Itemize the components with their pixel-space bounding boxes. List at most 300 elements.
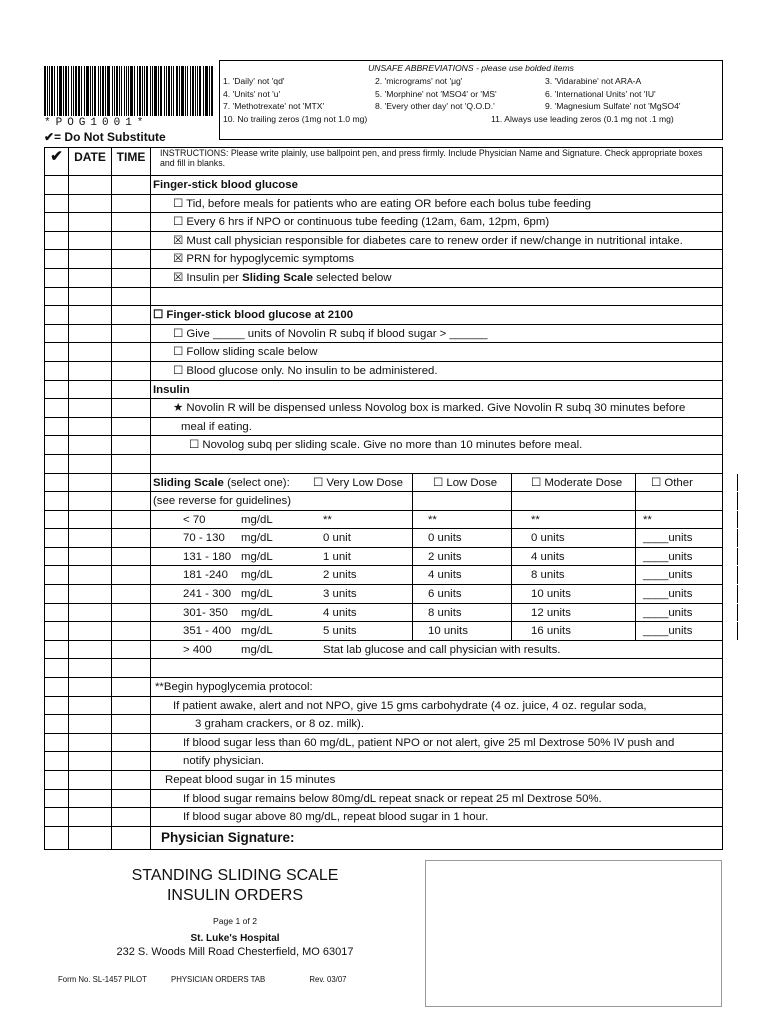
dose-value: ____units xyxy=(643,550,693,563)
dose-value: 0 unit xyxy=(323,532,351,545)
check-cell[interactable] xyxy=(45,269,69,287)
check-cell[interactable] xyxy=(45,492,69,510)
check-cell[interactable] xyxy=(45,827,69,849)
check-cell[interactable] xyxy=(45,436,69,454)
form-number: Form No. SL-1457 PILOT xyxy=(58,975,147,984)
dose-value: 4 units xyxy=(531,550,565,563)
time-cell[interactable] xyxy=(112,269,151,287)
date-cell[interactable] xyxy=(69,492,112,510)
time-cell[interactable] xyxy=(112,343,151,361)
protocol-text: If blood sugar remains below 80mg/dL repeat snack or repeat 25 ml Dextrose 50%. xyxy=(183,792,602,805)
barcode-bar xyxy=(116,66,118,116)
order-cell xyxy=(151,362,722,380)
sliding-scale-label xyxy=(153,475,290,491)
check-cell[interactable] xyxy=(45,566,69,584)
date-cell[interactable] xyxy=(69,213,112,231)
date-cell[interactable] xyxy=(69,195,112,213)
order-text: ☒ Insulin per xyxy=(173,271,243,284)
barcode-bar xyxy=(158,66,159,116)
barcode-bar xyxy=(205,66,208,116)
form-title-block xyxy=(90,866,380,958)
check-cell[interactable] xyxy=(45,418,69,436)
barcode-bar xyxy=(57,66,58,116)
order-text-tail: selected below xyxy=(313,271,392,284)
sliding-scale-title: Sliding Scale xyxy=(153,476,224,489)
dose-value: ** xyxy=(531,513,540,526)
form-tab: PHYSICIAN ORDERS TAB xyxy=(171,975,266,984)
check-cell[interactable] xyxy=(45,808,69,826)
date-cell[interactable] xyxy=(69,808,112,826)
table-row xyxy=(45,362,722,381)
column-divider xyxy=(635,492,636,510)
check-cell[interactable] xyxy=(45,734,69,752)
do-not-substitute-label: ✔= Do Not Substitute xyxy=(44,130,166,144)
barcode-bar xyxy=(203,66,204,116)
check-cell[interactable] xyxy=(45,715,69,733)
date-cell[interactable] xyxy=(69,827,112,849)
check-cell[interactable] xyxy=(45,474,69,492)
check-cell[interactable] xyxy=(45,362,69,380)
check-cell[interactable] xyxy=(45,771,69,789)
barcode-bar xyxy=(68,66,69,116)
column-divider xyxy=(511,548,512,566)
time-cell[interactable] xyxy=(112,306,151,324)
date-cell[interactable] xyxy=(69,325,112,343)
table-row xyxy=(45,269,722,288)
barcode-bar xyxy=(211,66,213,116)
sliding-scale-select: (select one): xyxy=(223,476,290,489)
column-divider xyxy=(511,566,512,584)
table-row xyxy=(45,678,722,697)
dose-value: 2 units xyxy=(323,569,357,582)
time-cell[interactable] xyxy=(112,455,151,473)
column-divider xyxy=(737,566,738,584)
hospital-address: 232 S. Woods Mill Road Chesterfield, MO 63017 xyxy=(116,946,354,958)
date-cell[interactable] xyxy=(69,232,112,250)
date-cell[interactable] xyxy=(69,362,112,380)
time-cell[interactable] xyxy=(112,176,151,194)
date-cell[interactable] xyxy=(69,548,112,566)
dose-value: ** xyxy=(643,513,652,526)
glucose-range: > 400 xyxy=(183,643,212,656)
order-text: ★ Novolin R will be dispensed unless Novolog box is marked. Give Novolin R subq 30 minutes before xyxy=(173,402,686,415)
time-cell[interactable] xyxy=(112,399,151,417)
date-cell[interactable] xyxy=(69,790,112,808)
order-cell xyxy=(151,195,722,213)
date-cell[interactable] xyxy=(69,455,112,473)
dose-value: 2 units xyxy=(428,550,462,563)
column-divider xyxy=(412,604,413,622)
physician-signature-label: Physician Signature: xyxy=(161,829,295,845)
check-cell[interactable] xyxy=(45,250,69,268)
barcode-bar xyxy=(92,66,93,116)
unsafe-item: 2. 'micrograms' not 'μg' xyxy=(375,76,463,86)
order-cell xyxy=(151,790,722,808)
time-column-header: TIME xyxy=(112,148,151,175)
order-cell xyxy=(151,269,722,287)
date-cell[interactable] xyxy=(69,622,112,640)
barcode-bar xyxy=(63,66,64,116)
time-cell[interactable] xyxy=(112,734,151,752)
unsafe-item: 7. 'Methotrexate' not 'MTX' xyxy=(223,101,325,111)
unsafe-abbreviations-box xyxy=(219,60,723,140)
barcode-bar xyxy=(154,66,157,116)
dose-value: 16 units xyxy=(531,625,571,638)
table-row xyxy=(45,790,722,809)
time-cell[interactable] xyxy=(112,325,151,343)
time-cell[interactable] xyxy=(112,362,151,380)
time-cell[interactable] xyxy=(112,790,151,808)
barcode-bar xyxy=(171,66,172,116)
date-cell[interactable] xyxy=(69,604,112,622)
date-cell[interactable] xyxy=(69,418,112,436)
table-row xyxy=(45,436,722,455)
order-cell xyxy=(151,474,722,492)
date-cell[interactable] xyxy=(69,288,112,306)
order-text: ☐ Every 6 hrs if NPO or continuous tube feeding (12am, 6am, 12pm, 6pm) xyxy=(173,216,550,229)
order-cell xyxy=(151,771,722,789)
barcode-image xyxy=(44,66,214,116)
table-row xyxy=(45,343,722,362)
check-cell[interactable] xyxy=(45,195,69,213)
check-cell[interactable] xyxy=(45,288,69,306)
check-cell[interactable] xyxy=(45,641,69,659)
column-divider xyxy=(635,548,636,566)
dose-value: 1 unit xyxy=(323,550,351,563)
column-divider xyxy=(737,511,738,529)
order-cell xyxy=(151,511,722,529)
time-cell[interactable] xyxy=(112,827,151,849)
column-divider xyxy=(511,622,512,640)
column-divider xyxy=(511,529,512,547)
dose-option-1[interactable]: ☐ Low Dose xyxy=(433,476,498,489)
barcode-bar xyxy=(146,66,148,116)
protocol-text: Repeat blood sugar in 15 minutes xyxy=(165,774,336,786)
barcode-bar xyxy=(98,66,99,116)
form-title-line-2: INSULIN ORDERS xyxy=(166,887,304,904)
glucose-range: 351 - 400 xyxy=(183,625,232,638)
time-cell[interactable] xyxy=(112,808,151,826)
order-cell xyxy=(151,436,722,454)
table-row xyxy=(45,232,722,251)
time-cell[interactable] xyxy=(112,771,151,789)
hospital-name: St. Luke's Hospital xyxy=(190,933,280,944)
instructions-text: INSTRUCTIONS: Please write plainly, use ballpoint pen, and press firmly. Include Physician Name and Signature. Check appropriate boxes and fill in blanks. xyxy=(160,148,703,168)
check-cell[interactable] xyxy=(45,548,69,566)
time-cell[interactable] xyxy=(112,381,151,399)
dose-option-2[interactable]: ☐ Moderate Dose xyxy=(531,476,623,489)
barcode-bar xyxy=(134,66,135,116)
table-row xyxy=(45,659,722,678)
unsafe-item: 6. 'International Units' not 'IU' xyxy=(545,88,656,99)
sliding-scale-row xyxy=(45,585,722,604)
barcode-bar xyxy=(94,66,96,116)
date-cell[interactable] xyxy=(69,566,112,584)
table-row xyxy=(45,325,722,344)
order-cell xyxy=(151,176,722,194)
time-cell[interactable] xyxy=(112,529,151,547)
date-cell[interactable] xyxy=(69,511,112,529)
date-cell[interactable] xyxy=(69,678,112,696)
glucose-range: 70 - 130 xyxy=(183,532,225,545)
barcode-bar xyxy=(197,66,198,116)
unsafe-item: 9. 'Magnesium Sulfate' not 'MgSO4' xyxy=(545,101,681,111)
unsafe-item: 4. 'Units' not 'u' xyxy=(223,88,281,99)
check-cell[interactable] xyxy=(45,213,69,231)
time-cell[interactable] xyxy=(112,418,151,436)
barcode-bar xyxy=(166,66,167,116)
glucose-unit: mg/dL xyxy=(241,513,273,526)
barcode-bar xyxy=(114,66,115,116)
barcode-bar xyxy=(124,66,125,116)
date-cell[interactable] xyxy=(69,474,112,492)
barcode-bar xyxy=(49,66,50,116)
check-cell[interactable] xyxy=(45,659,69,677)
dose-option-3[interactable]: ☐ Other xyxy=(651,476,693,489)
date-cell[interactable] xyxy=(69,659,112,677)
dose-value: ____units xyxy=(643,569,693,582)
check-cell[interactable] xyxy=(45,176,69,194)
check-cell[interactable] xyxy=(45,455,69,473)
barcode-bar xyxy=(107,66,110,116)
date-cell[interactable] xyxy=(69,715,112,733)
barcode-bar xyxy=(144,66,145,116)
order-cell xyxy=(151,399,722,417)
order-text: ☐ Finger-stick blood glucose at 2100 xyxy=(153,309,354,322)
dose-value: 4 units xyxy=(428,569,462,582)
barcode-bar xyxy=(75,66,77,116)
order-cell xyxy=(151,343,722,361)
order-cell xyxy=(151,622,722,640)
date-cell[interactable] xyxy=(69,176,112,194)
check-cell[interactable] xyxy=(45,306,69,324)
date-column-header: DATE xyxy=(69,148,112,175)
check-cell[interactable] xyxy=(45,381,69,399)
order-cell xyxy=(151,232,722,250)
dose-value: 10 units xyxy=(531,588,571,601)
time-cell[interactable] xyxy=(112,641,151,659)
sliding-scale-reverse-row xyxy=(45,492,722,511)
order-text: ☐ Tid, before meals for patients who are eating OR before each bolus tube feeding xyxy=(173,197,591,210)
column-divider xyxy=(737,585,738,603)
column-divider xyxy=(635,529,636,547)
time-cell[interactable] xyxy=(112,752,151,770)
table-row xyxy=(45,288,722,307)
order-text: meal if eating. xyxy=(181,420,252,433)
date-cell[interactable] xyxy=(69,771,112,789)
check-cell[interactable] xyxy=(45,529,69,547)
table-row xyxy=(45,715,722,734)
check-cell[interactable] xyxy=(45,511,69,529)
check-cell[interactable] xyxy=(45,622,69,640)
check-cell[interactable] xyxy=(45,399,69,417)
barcode-bar xyxy=(121,66,123,116)
over-400-instruction: Stat lab glucose and call physician with results. xyxy=(323,643,561,656)
check-column-header: ✔ xyxy=(45,148,69,175)
order-cell xyxy=(151,678,722,696)
dose-value: 3 units xyxy=(323,588,357,601)
protocol-text: If patient awake, alert and not NPO, give 15 gms carbohydrate (4 oz. juice, 4 oz. regular soda, xyxy=(173,699,647,712)
barcode-bar xyxy=(47,66,48,116)
column-divider xyxy=(737,529,738,547)
unsafe-abbreviations-title: UNSAFE ABBREVIATIONS - please use bolded items xyxy=(368,63,574,73)
time-cell[interactable] xyxy=(112,288,151,306)
barcode-bar xyxy=(71,66,72,116)
order-text-bold: Sliding Scale xyxy=(242,271,314,284)
time-cell[interactable] xyxy=(112,492,151,510)
unsafe-item: 3. 'Vidarabine' not ARA-A xyxy=(545,76,642,86)
barcode-bar xyxy=(81,66,82,116)
table-row xyxy=(45,734,722,753)
time-cell[interactable] xyxy=(112,678,151,696)
order-cell xyxy=(151,697,722,715)
check-cell[interactable] xyxy=(45,585,69,603)
check-cell[interactable] xyxy=(45,697,69,715)
dose-option-0[interactable]: ☐ Very Low Dose xyxy=(313,476,403,489)
barcode-bar xyxy=(84,66,85,116)
date-cell[interactable] xyxy=(69,250,112,268)
column-divider xyxy=(737,492,738,510)
barcode-bar xyxy=(78,66,80,116)
table-row xyxy=(45,381,722,400)
check-cell[interactable] xyxy=(45,325,69,343)
orders-table xyxy=(44,147,723,850)
column-divider xyxy=(737,548,738,566)
date-cell[interactable] xyxy=(69,641,112,659)
dose-value: ** xyxy=(323,513,332,526)
glucose-unit: mg/dL xyxy=(241,550,273,563)
order-cell xyxy=(151,548,722,566)
glucose-unit: mg/dL xyxy=(241,625,273,638)
time-cell[interactable] xyxy=(112,474,151,492)
time-cell[interactable] xyxy=(112,659,151,677)
check-cell[interactable] xyxy=(45,752,69,770)
order-cell xyxy=(151,585,722,603)
check-cell[interactable] xyxy=(45,678,69,696)
time-cell[interactable] xyxy=(112,436,151,454)
time-cell[interactable] xyxy=(112,548,151,566)
barcode-bar xyxy=(65,66,67,116)
time-cell[interactable] xyxy=(112,585,151,603)
unsafe-row xyxy=(223,88,719,101)
barcode-bar xyxy=(179,66,180,116)
sliding-scale-header-row xyxy=(45,474,722,493)
time-cell[interactable] xyxy=(112,715,151,733)
unsafe-item: 8. 'Every other day' not 'Q.O.D.' xyxy=(375,101,495,111)
date-cell[interactable] xyxy=(69,697,112,715)
unsafe-row xyxy=(223,75,719,88)
table-header xyxy=(45,148,722,176)
date-cell[interactable] xyxy=(69,399,112,417)
order-cell xyxy=(151,529,722,547)
form-title-line-1: STANDING SLIDING SCALE xyxy=(131,867,339,884)
order-cell xyxy=(151,659,722,677)
unsafe-row-4 xyxy=(223,113,719,126)
date-cell[interactable] xyxy=(69,752,112,770)
time-cell[interactable] xyxy=(112,697,151,715)
protocol-text: 3 graham crackers, or 8 oz. milk). xyxy=(195,718,365,731)
barcode-bar xyxy=(86,66,89,116)
time-cell[interactable] xyxy=(112,213,151,231)
time-cell[interactable] xyxy=(112,232,151,250)
dose-value: ____units xyxy=(643,625,693,638)
column-divider xyxy=(412,548,413,566)
barcode-bar xyxy=(190,66,191,116)
column-divider xyxy=(511,585,512,603)
barcode-bar xyxy=(105,66,106,116)
date-cell[interactable] xyxy=(69,734,112,752)
column-divider xyxy=(737,604,738,622)
order-text: ☐ Follow sliding scale below xyxy=(173,346,318,359)
date-cell[interactable] xyxy=(69,585,112,603)
time-cell[interactable] xyxy=(112,604,151,622)
dose-value: 8 units xyxy=(531,569,565,582)
order-text: ☒ PRN for hypoglycemic symptoms xyxy=(173,253,355,266)
barcode-bar xyxy=(168,66,170,116)
dose-value: 5 units xyxy=(323,625,357,638)
barcode-bar xyxy=(59,66,62,116)
time-cell[interactable] xyxy=(112,250,151,268)
dose-value: ____units xyxy=(643,588,693,601)
time-cell[interactable] xyxy=(112,511,151,529)
date-cell[interactable] xyxy=(69,436,112,454)
order-cell xyxy=(151,288,722,306)
barcode-bar xyxy=(44,66,46,116)
column-divider xyxy=(635,585,636,603)
protocol-text: **Begin hypoglycemia protocol: xyxy=(155,681,313,694)
order-text: ☐ Novolog subq per sliding scale. Give no more than 10 minutes before meal. xyxy=(189,439,583,452)
check-cell[interactable] xyxy=(45,232,69,250)
barcode-bar xyxy=(209,66,210,116)
barcode-bar xyxy=(119,66,120,116)
dose-value: 6 units xyxy=(428,588,462,601)
form-footer xyxy=(58,975,369,984)
time-cell[interactable] xyxy=(112,622,151,640)
column-divider xyxy=(412,622,413,640)
time-cell[interactable] xyxy=(112,566,151,584)
column-divider xyxy=(511,604,512,622)
protocol-text: If blood sugar less than 60 mg/dL, patient NPO or not alert, give 25 ml Dextrose 50% IV push and xyxy=(183,736,675,749)
sliding-scale-row xyxy=(45,529,722,548)
date-cell[interactable] xyxy=(69,381,112,399)
barcode-bar xyxy=(90,66,91,116)
glucose-unit: mg/dL xyxy=(241,532,273,545)
glucose-unit: mg/dL xyxy=(241,569,273,582)
date-cell[interactable] xyxy=(69,269,112,287)
sliding-scale-row xyxy=(45,548,722,567)
table-row xyxy=(45,808,722,827)
table-row xyxy=(45,771,722,790)
barcode-bar xyxy=(112,66,113,116)
date-cell[interactable] xyxy=(69,306,112,324)
table-row xyxy=(45,418,722,437)
check-cell[interactable] xyxy=(45,604,69,622)
column-divider xyxy=(737,622,738,640)
date-cell[interactable] xyxy=(69,343,112,361)
form-revision: Rev. 03/07 xyxy=(309,975,347,984)
order-cell xyxy=(151,566,722,584)
glucose-range: < 70 xyxy=(183,513,206,526)
check-cell[interactable] xyxy=(45,790,69,808)
time-cell[interactable] xyxy=(112,195,151,213)
table-row xyxy=(45,306,722,325)
column-divider xyxy=(412,566,413,584)
order-cell xyxy=(151,418,722,436)
date-cell[interactable] xyxy=(69,529,112,547)
barcode-bar xyxy=(137,66,138,116)
barcode-bar xyxy=(185,66,186,116)
check-cell[interactable] xyxy=(45,343,69,361)
